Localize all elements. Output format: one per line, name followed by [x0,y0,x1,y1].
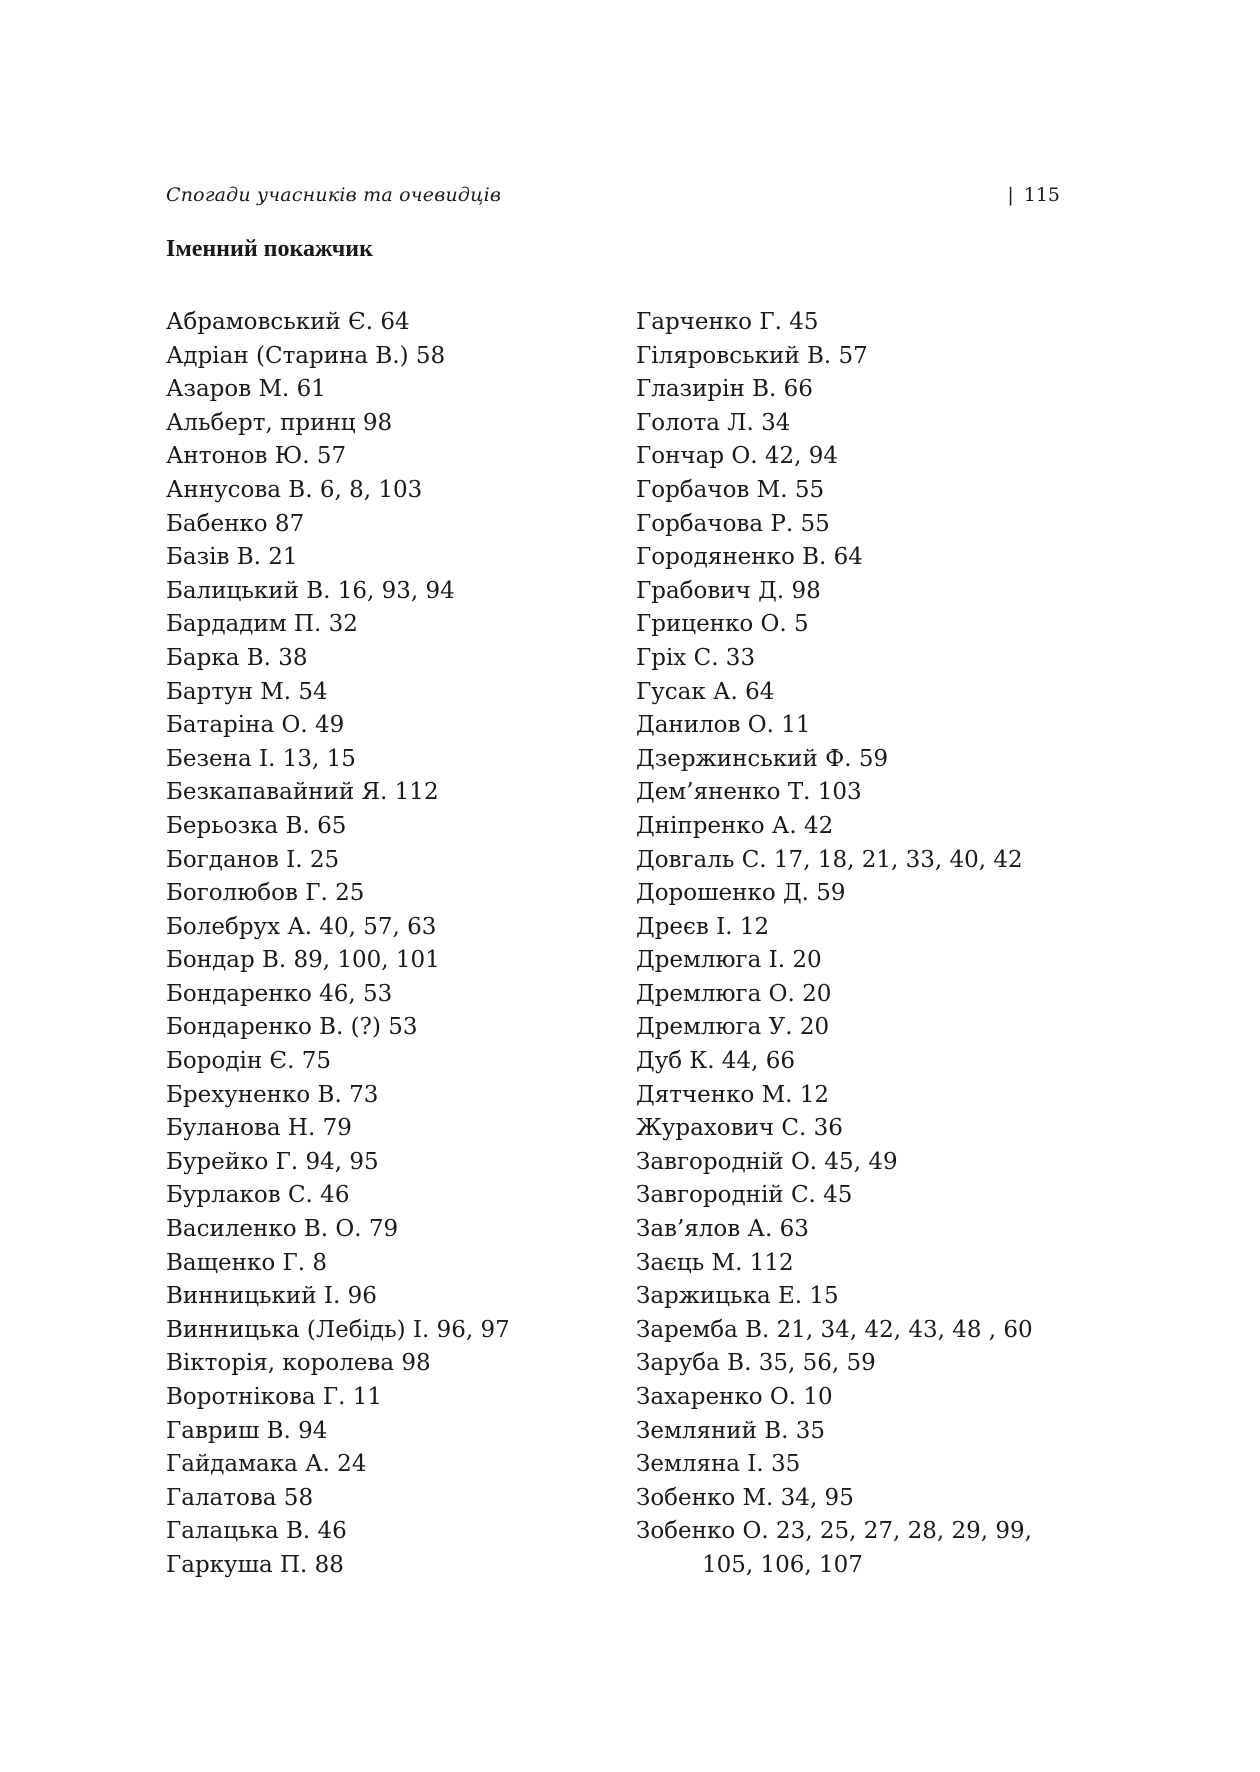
index-entry: Базів В. 21 [166,544,298,571]
index-entry: Балицький В. 16, 93, 94 [166,577,455,604]
index-entry: Дремлюга І. 20 [636,947,822,974]
index-entry: Горбачов М. 55 [636,476,825,503]
index-entry: Земляний В. 35 [636,1417,826,1444]
index-entry: Заржицька Е. 15 [636,1283,839,1310]
index-entry: Гончар О. 42, 94 [636,443,838,470]
index-entry: Гриценко О. 5 [636,611,809,638]
index-entry: Гарченко Г. 45 [636,309,819,335]
index-entry: Альберт, принц 98 [166,409,393,436]
index-entry: Горбачова Р. 55 [636,510,830,537]
index-heading: Іменний покажчик [166,236,373,262]
index-entry: Боголюбов Г. 25 [166,880,365,907]
index-entry: Дреєв І. 12 [636,913,770,940]
index-entry: Данилов О. 11 [636,712,811,739]
header-separator: | [1007,184,1014,206]
index-entry: Воротнікова Г. 11 [166,1384,383,1410]
index-entry: Городяненко В. 64 [636,544,863,571]
index-entry: Гайдамака А. 24 [166,1451,367,1478]
index-entry: Журахович С. 36 [636,1115,843,1142]
index-entry: Бабенко 87 [166,510,305,537]
index-entry: Адріан (Старина В.) 58 [166,342,446,369]
index-entry: Брехуненко В. 73 [166,1081,379,1108]
index-entry: Василенко В. О. 79 [166,1216,399,1243]
index-column-left [166,306,510,1583]
index-entry: Галатова 58 [166,1484,314,1511]
index-entry: Безена І. 13, 15 [166,745,356,772]
index-entry: Буланова Н. 79 [166,1115,352,1142]
index-entry: Ващенко Г. 8 [166,1249,327,1276]
index-entry: Зав’ялов А. 63 [636,1216,809,1243]
index-entry: Гавриш В. 94 [166,1417,328,1444]
index-entry: Вікторія, королева 98 [166,1350,431,1377]
index-entry: Бурейко Г. 94, 95 [166,1148,379,1175]
index-column-right [636,306,1033,1583]
running-title: Спогади учасників та очевидців [166,184,502,206]
index-entry: Бородін Є. 75 [166,1048,331,1075]
index-entry: Гіляровський В. 57 [636,342,868,369]
index-entry: Заєць М. 112 [636,1249,794,1276]
index-entry: Зобенко О. 23, 25, 27, 28, 29, 99, [636,1518,1032,1545]
page-number: 115 [1023,184,1060,206]
index-entry-continuation: 105, 106, 107 [702,1551,863,1578]
index-entry: Болебрух А. 40, 57, 63 [166,913,437,940]
index-entry: Завгородній С. 45 [636,1182,853,1209]
index-entry: Завгородній О. 45, 49 [636,1148,898,1175]
index-entry: Берьозка В. 65 [166,812,347,839]
index-entry: Богданов І. 25 [166,846,340,873]
index-entry: Галацька В. 46 [166,1518,347,1545]
index-entry: Дуб К. 44, 66 [636,1048,795,1075]
index-entry: Бурлаков С. 46 [166,1182,350,1209]
running-header [166,180,1066,210]
index-entry: Грабович Д. 98 [636,577,821,604]
index-entry: Бартун М. 54 [166,678,328,705]
index-entry: Гріх С. 33 [636,644,756,671]
index-entry: Винницька (Лебідь) І. 96, 97 [166,1316,510,1343]
index-entry: Батаріна О. 49 [166,712,345,739]
index-entry: Зобенко М. 34, 95 [636,1484,854,1511]
index-entry: Бондаренко 46, 53 [166,980,393,1007]
index-entry: Абрамовський Є. 64 [166,309,410,335]
index-entry: Дніпренко А. 42 [636,812,834,839]
index-entry: Бондар В. 89, 100, 101 [166,947,440,974]
index-entry: Дремлюга О. 20 [636,980,832,1007]
index-entry: Аннусова В. 6, 8, 103 [166,476,423,503]
index-entry: Бондаренко В. (?) 53 [166,1014,418,1041]
index-entry: Гаркуша П. 88 [166,1551,344,1578]
index-entry: Дзержинський Ф. 59 [636,745,889,772]
index-entry: Дятченко М. 12 [636,1081,830,1108]
index-entry: Дремлюга У. 20 [636,1014,830,1041]
index-entry: Заремба В. 21, 34, 42, 43, 48 , 60 [636,1316,1033,1343]
index-entry: Землянa І. 35 [636,1451,801,1478]
index-entry: Винницький І. 96 [166,1283,377,1310]
index-entry: Дорошенко Д. 59 [636,880,846,907]
index-entry: Бардадим П. 32 [166,611,358,638]
index-entry: Довгаль С. 17, 18, 21, 33, 40, 42 [636,846,1023,873]
page-number-group [1007,180,1060,210]
index-entry: Антонов Ю. 57 [166,443,347,470]
index-entry: Барка В. 38 [166,644,308,671]
index-entry: Глазирін В. 66 [636,376,813,403]
index-entry: Голота Л. 34 [636,409,791,436]
index-entry: Дем’яненко Т. 103 [636,779,862,806]
index-entry: Захаренко О. 10 [636,1384,833,1410]
index-entry: Заруба В. 35, 56, 59 [636,1350,876,1377]
index-entry: Азаров М. 61 [166,376,326,403]
index-entry: Гусак А. 64 [636,678,775,705]
index-entry: Безкапавайний Я. 112 [166,779,439,806]
